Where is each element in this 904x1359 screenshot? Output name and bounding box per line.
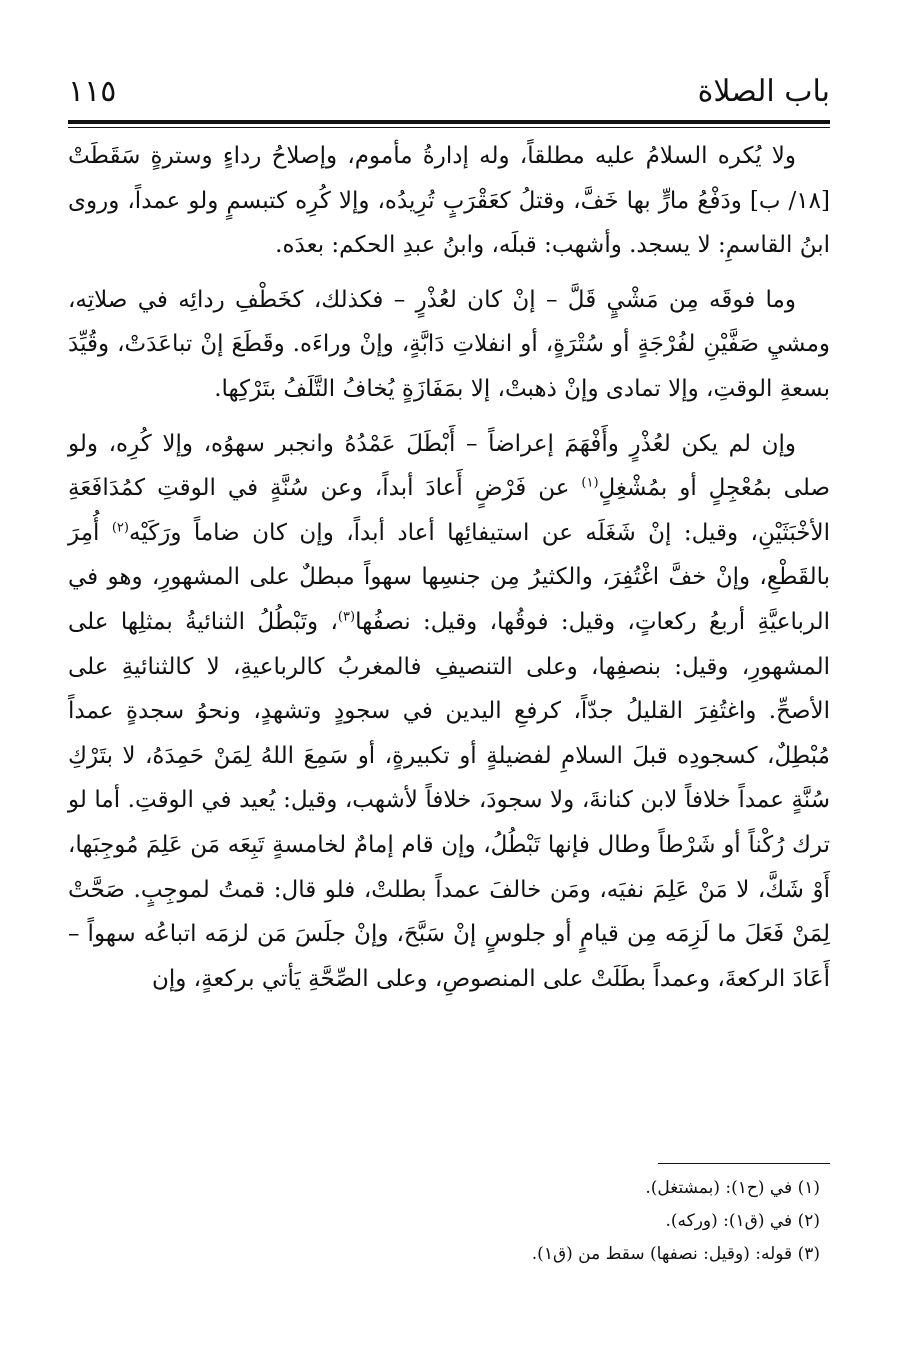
running-header (68, 66, 830, 112)
footnote-1: (١) في (ح١): (بمشتغل). (645, 1178, 820, 1198)
footnote-marker-2: (٢) (111, 520, 129, 536)
paragraph-3 (68, 422, 830, 1002)
footnote-marker-3: (٣) (337, 609, 356, 625)
paragraph-1 (68, 134, 830, 268)
paragraph-text: أُمِرَ بالقَطْعِ، وإنْ خفَّ اغْتُفِرَ، والكثيرُ مِن جنسِها سهواً مبطلٌ على المشهورِ، وهو في الرباعيَّةِ أربعُ ركعاتٍ، وقيل: فوقُها، وقيل: نصفُها (68, 519, 830, 635)
header-rule-thick (68, 120, 830, 124)
paragraph-text: ولا يُكره السلامُ عليه مطلقاً، وله إدارةُ مأموم، وإصلاحُ رداءٍ وسترةٍ سَقَطَتْ [١٨/ ب] ودَفْعُ مارٍّ بها خَفَّ، وقتلُ كعَقْرَبٍ تُرِيدُه، وإلا كُرِه كتبسمٍ ولو عمداً، وروى ابنُ القاسمِ: لا يسجد. وأشهب: قبلَه، وابنُ عبدِ الحكم: بعدَه. (68, 143, 830, 259)
paragraph-2 (68, 278, 830, 412)
footnote-separator (658, 1163, 830, 1164)
chapter-title: باب الصلاة (697, 74, 830, 109)
footnotes (68, 1172, 820, 1271)
paragraph-text: عن فَرْضٍ أَعادَ أبداً، وعن سُنَّةٍ في الوقتِ كمُدَافَعَةِ الأخْبَثَيْنِ، وقيل: إنْ شَغَلَه عن استيفائِها أعاد أبداً، وإن كان ضاماً ورَكَيْه (68, 475, 830, 546)
header-rule-thin (68, 127, 830, 128)
footnote-2: (٢) في (ق١): (وركه). (665, 1211, 820, 1231)
footnote-3: (٣) قوله: (وقيل: نصفها) سقط من (ق١). (531, 1244, 820, 1264)
paragraph-text: ، وتَبْطُلُ الثنائيةُ بمثلِها على المشهورِ، وقيل: بنصفِها، وعلى التنصيفِ فالمغربُ كالرباعيةِ، لا كالثنائيةِ على الأصحِّ. واغتُفِرَ القليلُ جدّاً، كرفعِ اليدين في سجودٍ وتشهدٍ، ونحوُ سجدةٍ عمداً مُبْطِلٌ، كسجودِه قبلَ السلامِ لفضيلةٍ أو تكبيرةٍ، أو سَمِعَ اللهُ لِمَنْ حَمِدَهُ، لا بتَرْكِ سُنَّةٍ عمداً خلافاً لابن كنانةَ، ولا سجودَ، خلافاً لأشهب، وقيل: يُعيد في الوقتِ. أما لو ترك رُكْناً أو شَرْطاً وطال فإنها تَبْطُلُ، وإن قام إمامٌ لخامسةٍ تَبِعَه مَن عَلِمَ مُوجِبَها، أَوْ شَكَّ، لا مَنْ عَلِمَ نفيَه، ومَن خالفَ عمداً بطلتْ، فلو قال: قمتُ لموجِبٍ. صَحَّتْ لِمَنْ فَعَلَ ما لَزِمَه مِن قيامٍ أو جلوسٍ إنْ سَبَّحَ، وإنْ جلَسَ مَن لزمَه اتباعُه سهواً – أَعَادَ الركعةَ، وعمداً بطَلَتْ على المنصوصِ، وعلى الصِّحَّةِ يَأتي بركعةٍ، وإن (68, 608, 830, 992)
page-number: ١١٥ (68, 74, 117, 109)
footnote-marker-1: (١) (581, 475, 599, 491)
paragraph-text: وما فوقَه مِن مَشْيٍ قَلَّ – إنْ كان لعُذْرٍ – فكذلك، كخَطْفِ ردائِه في صلاتِه، ومشيِ صَفَّيْنِ لفُرْجَةٍ أو سُتْرَةٍ، أو انفلاتِ دَابَّةٍ، وإنْ وراءَه. وقَطَعَ إنْ تباعَدَتْ، وقُيِّدَ بسعةِ الوقتِ، وإلا تمادى وإنْ ذهبتْ، إلا بمَفَازَةٍ يُخافُ التَّلَفُ بتَرْكِها. (68, 286, 831, 402)
main-text (68, 134, 830, 1011)
paragraph-text: وإن لم يكن لعُذْرٍ وأَفْهَمَ إعراضاً – أَبْطَلَ عَمْدُهُ وانجبر سهوُه، وإلا كُرِه، ولو صلى بمُعْجِلٍ أو بمُشْغِلٍ (68, 430, 830, 502)
